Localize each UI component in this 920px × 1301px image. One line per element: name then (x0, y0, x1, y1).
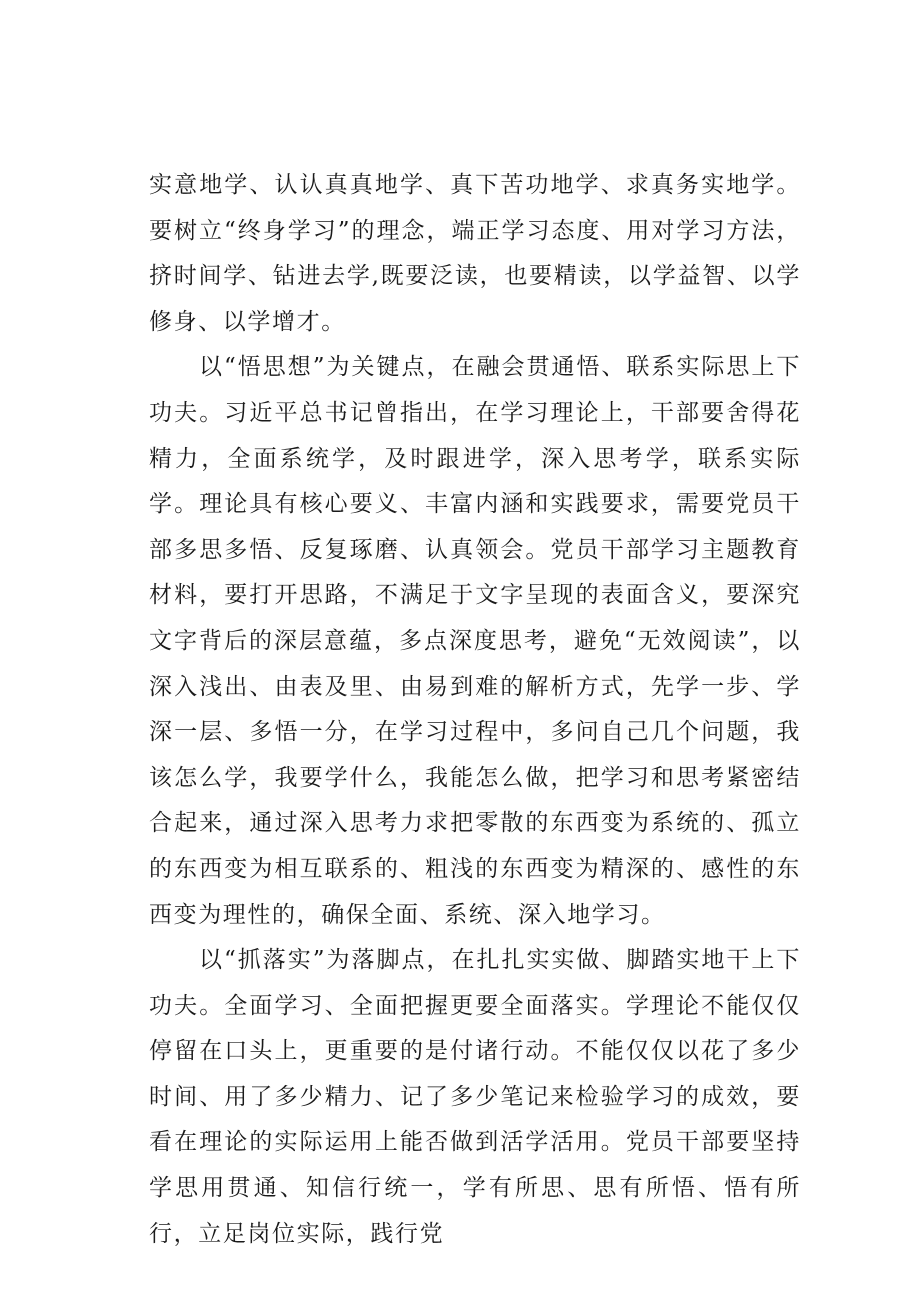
paragraph-2: 以“悟思想”为关键点，在融会贯通悟、联系实际思上下功夫。习近平总书记曾指出，在学习理论上，干部要舍得花精力，全面系统学，及时跟进学，深入思考学，联系实际学。理论具有核心要义、丰富内涵和实践要求，需要党员干部多思多悟、反复琢磨、认真领会。党员干部学习主题教育材料，要打开思路，不满足于文字呈现的表面含义，要深究文字背后的深层意蕴，多点深度思考，避免“无效阅读”，以深入浅出、由表及里、由易到难的解析方式，先学一步、学深一层、多悟一分，在学习过程中，多问自己几个问题，我该怎么学，我要学什么，我能怎么做，把学习和思考紧密结合起来，通过深入思考力求把零散的东西变为系统的、孤立的东西变为相互联系的、粗浅的东西变为精深的、感性的东西变为理性的，确保全面、系统、深入地学习。 (149, 354, 801, 928)
paragraph-1: 实意地学、认认真真地学、真下苦功地学、求真务实地学。要树立“终身学习”的理念，端正学习态度、用对学习方法，挤时间学、钻进去学,既要泛读，也要精读，以学益智、以学修身、以学增才。 (149, 172, 801, 335)
body-text (149, 163, 801, 1257)
paragraph-3: 以“抓落实”为落脚点，在扎扎实实做、脚踏实地干上下功夫。全面学习、全面把握更要全面落实。学理论不能仅仅停留在口头上，更重要的是付诸行动。不能仅仅以花了多少时间、用了多少精力、记了多少笔记来检验学习的成效，要看在理论的实际运用上能否做到活学活用。党员干部要坚持学思用贯通、知信行统一，学有所思、思有所悟、悟有所行，立足岗位实际，践行党 (149, 947, 801, 1247)
